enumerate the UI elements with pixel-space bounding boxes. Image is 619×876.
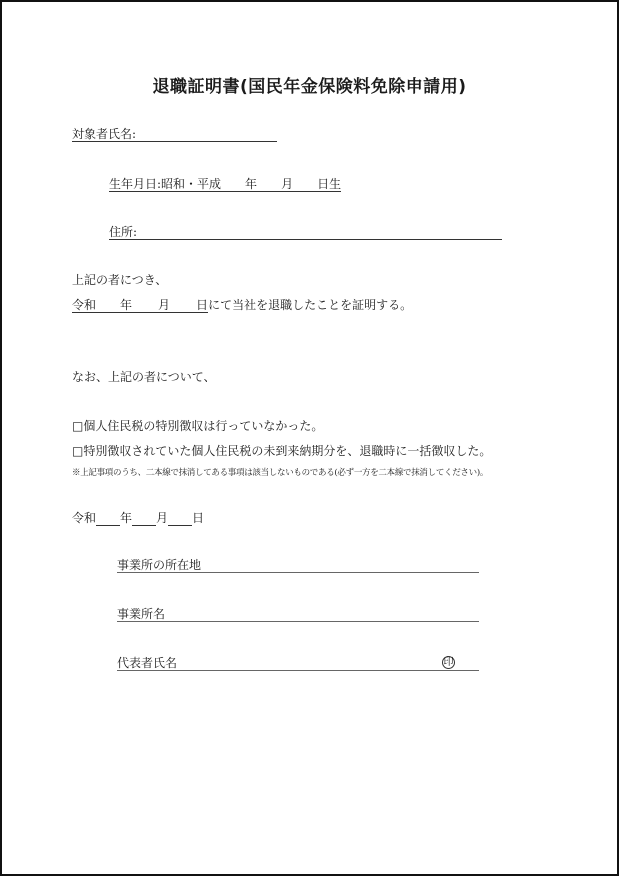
address-label: 住所:: [109, 225, 138, 239]
issue-era: 令和: [72, 511, 97, 525]
office-name-row: [117, 606, 479, 622]
option-1: [72, 418, 323, 434]
office-name-field[interactable]: [117, 606, 479, 622]
birth-day-unit: 日生: [317, 177, 342, 191]
target-name-label: 対象者氏名:: [72, 127, 137, 141]
issue-year-blank[interactable]: [96, 510, 120, 526]
retirement-month-unit: 月: [158, 298, 171, 312]
retirement-statement-rest: にて当社を退職したことを証明する。: [208, 298, 413, 312]
office-address-field[interactable]: [117, 557, 479, 573]
issue-date-row: [72, 510, 204, 526]
target-name-field[interactable]: [72, 126, 277, 142]
birth-year-unit: 年: [245, 177, 258, 191]
strike-note: ※上記事項のうち、二本線で抹消してある事項は該当しないものである(必ず一方を二本線で抹消してください)。: [72, 468, 489, 478]
option-2: [72, 443, 491, 459]
option-1-checkbox[interactable]: □: [72, 419, 84, 433]
birth-date-row: [109, 176, 341, 192]
document-title: 退職証明書(国民年金保険料免除申請用): [152, 77, 467, 97]
office-address-label: 事業所の所在地: [117, 558, 202, 572]
issue-year-unit: 年: [120, 511, 133, 525]
birth-month-unit: 月: [281, 177, 294, 191]
statement-line-2: [72, 297, 412, 313]
address-field[interactable]: [109, 224, 502, 240]
representative-row: [117, 655, 479, 671]
office-name-label: 事業所名: [117, 607, 166, 621]
option-2-checkbox[interactable]: □: [72, 444, 84, 458]
option-2-text: 特別徴収されていた個人住民税の未到来納期分を、退職時に一括徴収した。: [83, 444, 492, 458]
retirement-date-field[interactable]: [72, 297, 208, 313]
representative-label: 代表者氏名: [117, 656, 178, 670]
target-name-row: [72, 126, 277, 142]
retirement-year-unit: 年: [120, 298, 133, 312]
birth-date-field[interactable]: [109, 176, 341, 192]
address-row: [109, 224, 502, 240]
seal-mark: 印: [443, 657, 454, 668]
issue-day-unit: 日: [192, 511, 205, 525]
retirement-day-unit: 日: [196, 298, 209, 312]
birth-date-label: 生年月日:昭和・平成: [109, 177, 222, 191]
statement-line-1: 上記の者につき、: [72, 273, 168, 287]
also-line: なお、上記の者について、: [72, 370, 216, 384]
office-address-row: [117, 557, 479, 573]
retirement-era: 令和: [72, 298, 97, 312]
issue-day-blank[interactable]: [168, 510, 192, 526]
issue-month-blank[interactable]: [132, 510, 156, 526]
option-1-text: 個人住民税の特別徴収は行っていなかった。: [83, 419, 324, 433]
representative-field[interactable]: [117, 655, 479, 671]
issue-month-unit: 月: [156, 511, 169, 525]
